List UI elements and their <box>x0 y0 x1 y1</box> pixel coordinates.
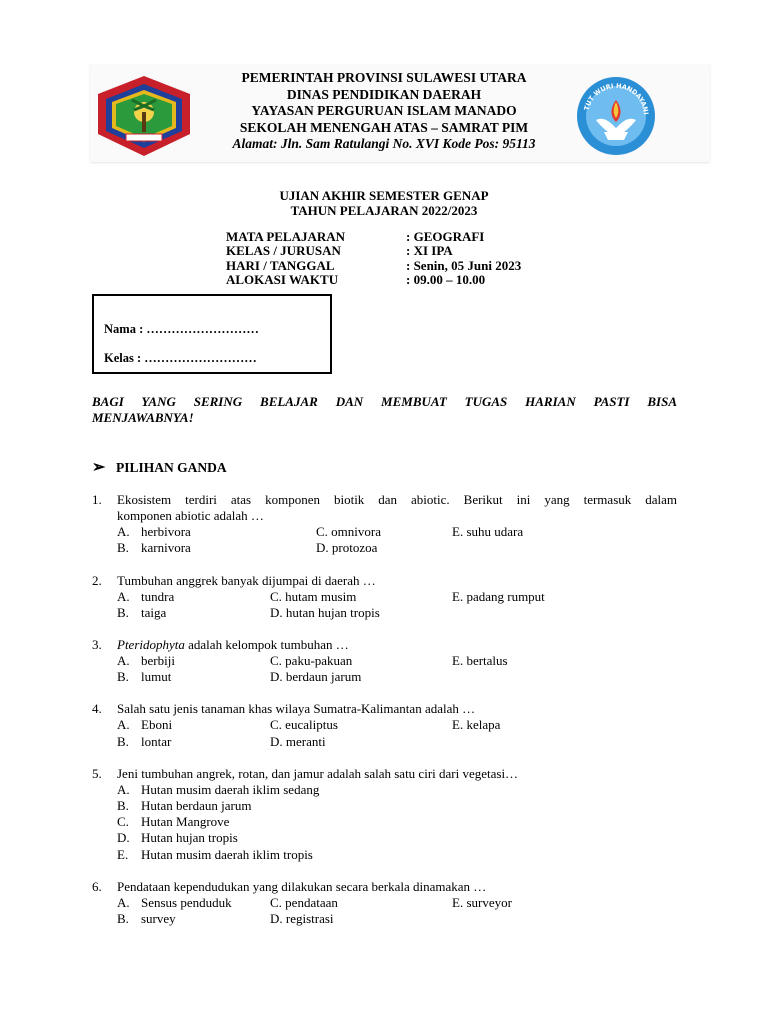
info-label-subject: MATA PELAJARAN <box>226 229 346 244</box>
option-b[interactable]: B. survey <box>117 911 176 926</box>
school-address: Alamat: Jln. Sam Ratulangi No. XVI Kode Pos: 95113 <box>232 136 536 151</box>
option-b[interactable]: B. karnivora <box>117 540 191 555</box>
option-a[interactable]: A. Eboni <box>117 717 173 732</box>
option-e[interactable]: E. suhu udara <box>452 524 524 539</box>
name-field[interactable]: Nama : ……………………… <box>104 322 259 336</box>
info-value-date: : Senin, 05 Juni 2023 <box>406 258 522 273</box>
letterhead-line-2: DINAS PENDIDIKAN DAERAH <box>286 86 482 102</box>
option-c[interactable]: C. paku-pakuan <box>270 653 353 668</box>
option-a[interactable]: A. tundra <box>117 589 175 604</box>
option-c[interactable]: C. hutam musim <box>270 589 357 604</box>
section-title: PILIHAN GANDA <box>116 460 227 475</box>
option-a[interactable]: A. Hutan musim daerah iklim sedang <box>117 782 320 797</box>
question-text: Pendataan kependudukan yang dilakukan secara berkala dinamakan … <box>117 879 487 894</box>
info-label-class: KELAS / JURUSAN <box>226 243 341 258</box>
option-b[interactable]: B. lontar <box>117 734 172 749</box>
option-d[interactable]: D. berdaun jarum <box>270 669 362 684</box>
option-b[interactable]: B. Hutan berdaun jarum <box>117 798 252 813</box>
info-label-date: HARI / TANGGAL <box>226 258 335 273</box>
option-a[interactable]: A. herbivora <box>117 524 191 539</box>
letterhead-line-4: SEKOLAH MENENGAH ATAS – SAMRAT PIM <box>239 119 529 135</box>
question-number: 1. <box>92 492 102 507</box>
question-number: 5. <box>92 766 102 781</box>
tut-wuri-handayani-logo <box>576 76 656 156</box>
option-d[interactable]: D. hutan hujan tropis <box>270 605 380 620</box>
exam-title: UJIAN AKHIR SEMESTER GENAP <box>279 188 489 203</box>
letterhead-line-1: PEMERINTAH PROVINSI SULAWESI UTARA <box>241 70 527 85</box>
option-d[interactable]: D. meranti <box>270 734 326 749</box>
question-text: Ekosistem terdiri atas komponen biotik dan abiotic. Berikut ini yang termasuk dalam <box>117 492 677 507</box>
option-e[interactable]: E. bertalus <box>452 653 508 668</box>
class-field[interactable]: Kelas : ……………………… <box>104 351 257 365</box>
question-number: 3. <box>92 637 102 652</box>
letterhead-line-3: YAYASAN PERGURUAN ISLAM MANADO <box>251 103 517 118</box>
motto-line-1: BAGI YANG SERING BELAJAR DAN MEMBUAT TUGAS HARIAN PASTI BISA <box>92 394 677 409</box>
option-c[interactable]: C. omnivora <box>316 524 381 539</box>
question-text-cont: komponen abiotic adalah … <box>117 508 264 523</box>
question-number: 6. <box>92 879 102 894</box>
info-label-time: ALOKASI WAKTU <box>226 272 339 287</box>
letterhead-text <box>180 70 588 153</box>
option-e[interactable]: E. surveyor <box>452 895 512 910</box>
provincial-crest-logo <box>96 74 192 158</box>
arrow-bullet-icon: ➢ <box>92 459 106 476</box>
question-number: 2. <box>92 573 102 588</box>
info-value-class: : XI IPA <box>406 243 453 258</box>
scientific-term: Pteridophyta <box>117 637 185 652</box>
logo-motto-text: TUT WURI HANDAYANI <box>582 81 650 115</box>
option-c[interactable]: C. eucaliptus <box>270 717 338 732</box>
option-d[interactable]: D. registrasi <box>270 911 334 926</box>
option-e[interactable]: E. kelapa <box>452 717 501 732</box>
option-a[interactable]: A. Sensus penduduk <box>117 895 232 910</box>
motivation-text <box>92 394 677 426</box>
question-text: Salah satu jenis tanaman khas wilaya Sumatra-Kalimantan adalah … <box>117 701 476 716</box>
option-c[interactable]: C. Hutan Mangrove <box>117 814 230 829</box>
info-value-subject: : GEOGRAFI <box>406 229 485 244</box>
option-b[interactable]: B. taiga <box>117 605 167 620</box>
option-d[interactable]: D. protozoa <box>316 540 378 555</box>
exam-year: TAHUN PELAJARAN 2022/2023 <box>290 203 478 218</box>
motto-line-2: MENJAWABNYA! <box>92 410 194 425</box>
option-e[interactable]: E. padang rumput <box>452 589 545 604</box>
option-b[interactable]: B. lumut <box>117 669 172 684</box>
option-a[interactable]: A. berbiji <box>117 653 175 668</box>
question-number: 4. <box>92 701 102 716</box>
question-text: Tumbuhan anggrek banyak dijumpai di daerah … <box>117 573 376 588</box>
option-e[interactable]: E. Hutan musim daerah iklim tropis <box>117 847 313 862</box>
option-c[interactable]: C. pendataan <box>270 895 338 910</box>
question-text: Jeni tumbuhan angrek, rotan, dan jamur adalah salah satu ciri dari vegetasi… <box>117 766 519 781</box>
question-text: Pteridophyta adalah kelompok tumbuhan … <box>117 637 349 652</box>
section-heading <box>92 457 227 477</box>
option-d[interactable]: D. Hutan hujan tropis <box>117 830 238 845</box>
info-value-time: : 09.00 – 10.00 <box>406 272 486 287</box>
